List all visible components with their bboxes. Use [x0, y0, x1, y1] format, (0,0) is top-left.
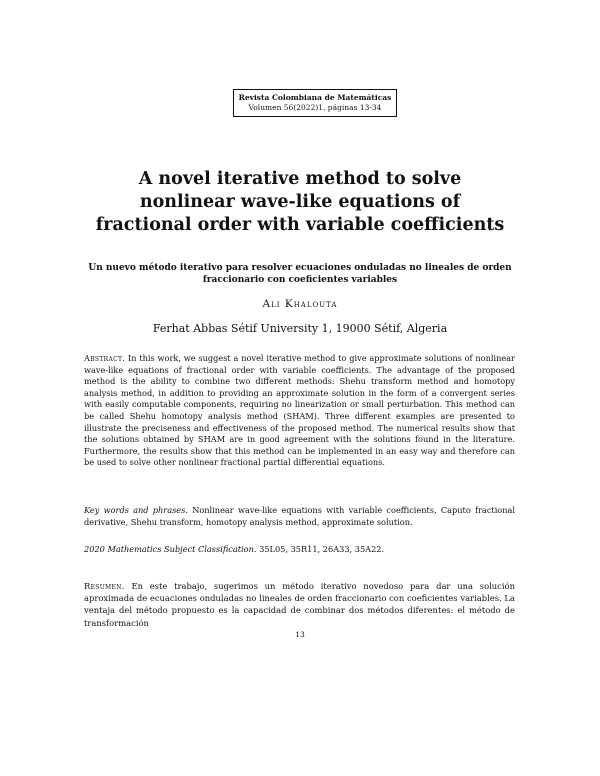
journal-name: Revista Colombiana de Matemáticas	[238, 93, 392, 102]
journal-header-box	[233, 89, 397, 117]
abstract-label: Abstract.	[84, 353, 126, 363]
keywords	[84, 505, 515, 528]
author-name: Ali Khalouta	[262, 298, 338, 310]
paper-title-spanish: Un nuevo método iterativo para resolver ecuaciones onduladas no lineales de orden fraccionario con coeficientes variables	[88, 263, 512, 285]
msc-label: 2020 Mathematics Subject Classification.	[84, 544, 257, 554]
abstract	[84, 353, 515, 469]
keywords-label: Key words and phrases.	[84, 505, 188, 515]
keywords-text: Nonlinear wave-like equations with variable coefficients, Caputo fractional derivative, Shehu transform, homotopy analysis method, approximate solution.	[84, 505, 516, 527]
abstract-text: In this work, we suggest a novel iterative method to give approximate solutions of nonlinear wave-like equations of fractional order with variable coefficients. The advantage of the proposed method is the ability to combine two different methods: Shehu transform method and homotopy analysis method, in addition to providing an approximate solution in the form of a convergent series with easily computable components, requiring no linearization or small perturbation. This method can be called Shehu homotopy analysis method (SHAM). Three different examples are presented to illustrate the preciseness and effectiveness of the proposed method. The numerical results show that the solutions obtained by SHAM are in good agreement with the solutions found in the literature. Furthermore, the results show that this method can be implemented in an easy way and therefore can be used to solve other nonlinear fractional partial differential equations.	[84, 353, 516, 468]
journal-volume: Volumen 56(2022)1, páginas 13-34	[248, 103, 382, 112]
author-affiliation: Ferhat Abbas Sétif University 1, 19000 Sétif, Algeria	[152, 322, 448, 335]
page-number: 13	[295, 630, 305, 639]
resumen	[84, 580, 515, 629]
resumen-label: Resumen.	[84, 581, 125, 591]
resumen-text: En este trabajo, sugerimos un método iterativo novedoso para dar una solución aproximada de ecuaciones onduladas no lineales de orden fraccionario con coeficientes variables. La ventaja del método propuesto es la capacidad de combinar dos métodos diferentes: el método de transformación	[84, 581, 515, 628]
paper-title: A novel iterative method to solve nonlinear wave-like equations of fractional order with variable coefficients	[95, 169, 505, 235]
msc-classification	[84, 544, 515, 556]
msc-text: 35L05, 35R11, 26A33, 35A22.	[259, 544, 385, 554]
